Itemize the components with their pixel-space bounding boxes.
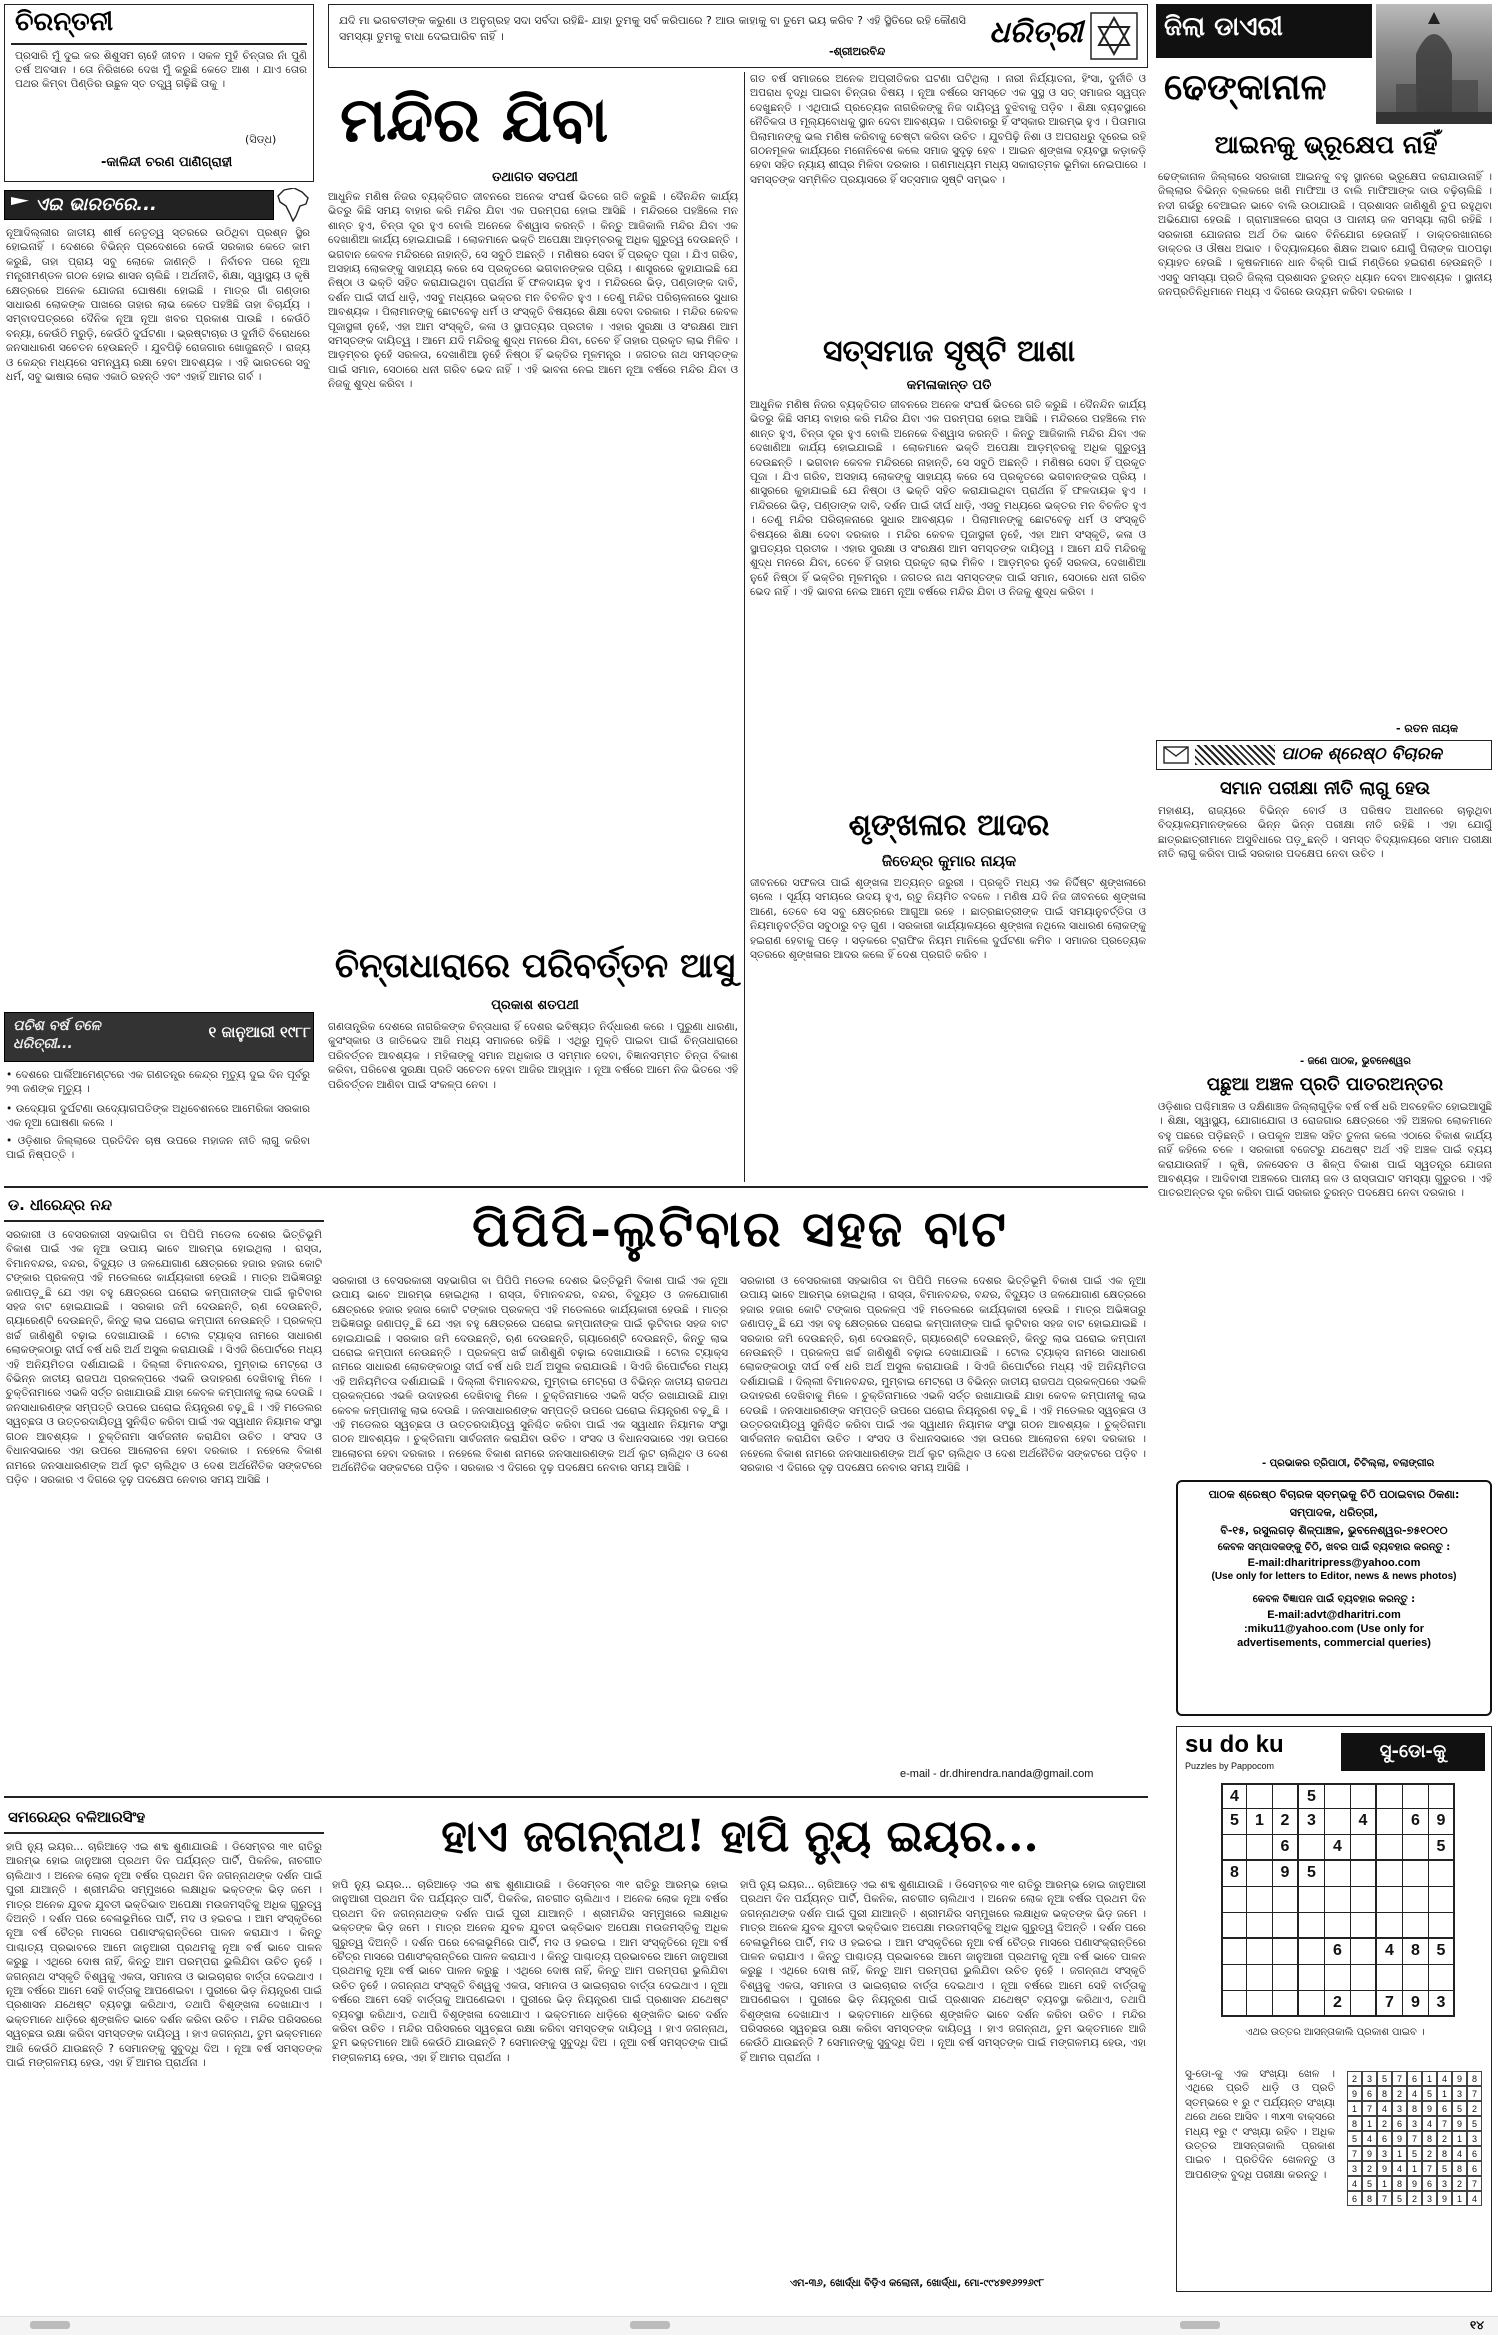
sudoku-cell[interactable] <box>1377 1913 1403 1939</box>
contact-email-1[interactable]: E-mail:dharitripress@yahoo.com <box>1247 1557 1421 1569</box>
sudoku-answer-cell: 6 <box>1407 2071 1422 2086</box>
sudoku-answer-cell: 9 <box>1347 2086 1362 2101</box>
zilla-diary-header <box>1156 4 1372 58</box>
pachisa-box <box>4 1012 314 1062</box>
sudoku-answer-cell: 1 <box>1407 2161 1422 2176</box>
dharitri-logo: ଧରିତ୍ରୀ <box>989 15 1083 50</box>
sudoku-cell[interactable] <box>1247 1991 1273 2017</box>
pachisa-item-3: ଓଡ଼ିଶାର ଜିଲ୍ଲାରେ ପ୍ରତିଦିନ ଚାଷ ଉପରେ ମହାଜନ ନୀତି ଲାଗୁ କରିବା ପାଇଁ ନିଷ୍ପତ୍ତି । <box>6 1135 310 1162</box>
samaja-body: ଆଧୁନିକ ମଣିଷ ନିଜର ବ୍ୟକ୍ତିଗତ ଜୀବନରେ ଅନେକ ସଂଘର୍ଷ ଭିତରେ ଗତି କରୁଛି । ଦୈନନ୍ଦିନ କାର୍ଯ୍ୟ ଭିତରୁ କିଛି ସମୟ ବାହାର କରି ମନ୍ଦିର ଯିବା ଏକ ପରମ୍ପରା ହୋଇ ଆସିଛି । ମନ୍ଦିରରେ ପହଞ୍ଚିଲେ ମନ ଶାନ୍ତ ହୁଏ, ଚିନ୍ତା ଦୂର ହୁଏ ବୋଲି ଅନେକେ ବିଶ୍ୱାସ କରନ୍ତି । କିନ୍ତୁ ଆଜିକାଲି ମନ୍ଦିର ଯିବା ଏକ ଦେଖାଣିଆ କାର୍ଯ୍ୟ ହୋଇଯାଇଛି । ଲୋକମାନେ ଭକ୍ତି ଅପେକ୍ଷା ଆଡ଼ମ୍ବରକୁ ଅଧିକ ଗୁରୁତ୍ୱ ଦେଉଛନ୍ତି । ଭଗବାନ କେବଳ ମନ୍ଦିରରେ ନାହାନ୍ତି, ସେ ସବୁଠି ଅଛନ୍ତି । ମଣିଷର ସେବା ହିଁ ପ୍ରକୃତ ପୂଜା । ଯିଏ ଗରିବ, ଅସହାୟ ଲୋକଙ୍କୁ ସାହାଯ୍ୟ କରେ ସେ ପ୍ରକୃତରେ ଭଗବାନଙ୍କର ପ୍ରିୟ । ଶାସ୍ତ୍ରରେ କୁହାଯାଇଛି ଯେ ନିଷ୍ଠା ଓ ଭକ୍ତି ସହିତ କରାଯାଇଥିବା ପ୍ରାର୍ଥନା ହିଁ ଫଳଦାୟକ ହୁଏ । ମନ୍ଦିରରେ ଭିଡ଼, ପଣ୍ଡାଙ୍କ ଦାବି, ଦର୍ଶନ ପାଇଁ ଦୀର୍ଘ ଧାଡ଼ି, ଏସବୁ ମଧ୍ୟରେ ଭକ୍ତର ମନ ବିଚଳିତ ହୁଏ । ତେଣୁ ମନ୍ଦିର ପରିଚାଳନାରେ ସୁଧାର ଆବଶ୍ୟକ । ପିଲାମାନଙ୍କୁ ଛୋଟବେଳୁ ଧର୍ମ ଓ ସଂସ୍କୃତି ବିଷୟରେ ଶିକ୍ଷା ଦେବା ଦରକାର । ମନ୍ଦିର କେବଳ ପୂଜାସ୍ଥଳୀ ନୁହେଁ, ଏହା ଆମ ସଂସ୍କୃତି, କଳା ଓ ସ୍ଥାପତ୍ୟର ପ୍ରତୀକ । ଏହାର ସୁରକ୍ଷା ଓ ସଂରକ୍ଷଣ ଆମ ସମସ୍ତଙ୍କ ଦାୟିତ୍ୱ । ଆମେ ଯଦି ମନ୍ଦିରକୁ ଶୁଦ୍ଧ ମନରେ ଯିବା, ତେବେ ହିଁ ତାହାର ପ୍ରକୃତ ଲାଭ ମିଳିବ । ଆଡ଼ମ୍ବର ନୁହେଁ ସରଳତା, ଦେଖାଣିଆ ନୁହେଁ ନିଷ୍ଠା ହିଁ ଭକ୍ତିର ମୂଳମନ୍ତ୍ର । ଜଗତର ନାଥ ସମସ୍ତଙ୍କ ପାଇଁ ସମାନ, ସେଠାରେ ଧନୀ ଗରିବ ଭେଦ ନାହିଁ । ଏହି ଭାବନା ନେଇ ଆମେ ନୂଆ ବର୍ଷରେ ମନ୍ଦିର ଯିବା ଓ ନିଜକୁ ଶୁଦ୍ଧ କରିବା । <box>750 399 1146 599</box>
sudoku-answer-cell: 4 <box>1452 2146 1467 2161</box>
sudoku-answer-cell: 4 <box>1392 2161 1407 2176</box>
sudoku-answer-cell: 6 <box>1362 2086 1377 2101</box>
ppp-headline: ପିପିପି-ଲୁଟିବାର ସହଜ ବାଟ <box>472 1199 1008 1258</box>
sudoku-answer-cell: 7 <box>1407 2131 1422 2146</box>
footer-bar <box>0 2316 1498 2335</box>
sudoku-cell[interactable] <box>1273 1913 1299 1939</box>
sudoku-cell[interactable] <box>1299 1835 1325 1861</box>
contact-email-3-note: advertisements, commercial queries) <box>1237 1637 1431 1649</box>
sudoku-cell[interactable] <box>1325 1783 1351 1809</box>
sudoku-answer-cell: 3 <box>1407 2116 1422 2131</box>
sudoku-answer-cell: 7 <box>1467 2086 1482 2101</box>
sudoku-cell[interactable] <box>1377 1965 1403 1991</box>
chirantani-box <box>4 4 314 182</box>
chirantani-title: ଚିରନ୍ତନୀ <box>15 7 114 37</box>
sudoku-cell[interactable]: 2 <box>1325 1991 1351 2017</box>
sudoku-cell[interactable] <box>1351 1913 1377 1939</box>
star-emblem-icon <box>1089 11 1139 61</box>
sudoku-answer-cell: 2 <box>1362 2161 1377 2176</box>
sudoku-answer-cell: 8 <box>1347 2116 1362 2131</box>
sudoku-answer-cell: 2 <box>1347 2071 1362 2086</box>
sudoku-cell[interactable]: 9 <box>1273 1861 1299 1887</box>
sudoku-answer-cell: 8 <box>1422 2131 1437 2146</box>
sudoku-cell[interactable]: 3 <box>1429 1991 1455 2017</box>
jagannath-headline: ହାଏ ଜଗନ୍ନାଥ! ହାପି ନ୍ୟୁ ଇୟର... <box>441 1811 1039 1862</box>
chirantani-underline <box>11 43 307 45</box>
chirantani-poem: ପ୍ରସାରି ମୁଁ ଦୁଇ କର ଶିଶୁସମ ଚାହେଁ ଜୀବନ । ସକଳ ମୁହଁ ଚିନ୍ତାର ନାଁ ପୁଣି ତର୍ଷ ଅବସାନ । ତୋ ନିରିଖରେ ଦେଖ ମୁଁ କରୁଛି କେତେ ଆଶ । ଯାଏ ତୋର ପଥର କିମ୍ବା ପିଣ୍ଡିର ଉଛୁଳ ସ୍ତ ତତ୍ତ୍ୱ ଗଢ଼ିଛି ତାକୁ । <box>15 50 307 90</box>
srunkhala-headline: ଶୃଙ୍ଖଳାର ଆଦର <box>848 808 1050 843</box>
sudoku-cell[interactable] <box>1351 1939 1377 1965</box>
sudoku-cell[interactable] <box>1377 1861 1403 1887</box>
india-map-icon <box>276 188 312 222</box>
contact-line5: କେବଳ ବିଜ୍ଞାପନ ପାଇଁ ବ୍ୟବହାର କରନ୍ତୁ : <box>1252 1594 1416 1605</box>
sudoku-cell[interactable]: 4 <box>1325 1835 1351 1861</box>
sudoku-cell[interactable] <box>1247 1783 1273 1809</box>
sudoku-answer-cell: 9 <box>1437 2191 1452 2206</box>
sudoku-answer-cell: 7 <box>1467 2176 1482 2191</box>
sudoku-answer-cell: 2 <box>1452 2176 1467 2191</box>
sudoku-cell[interactable]: 5 <box>1299 1861 1325 1887</box>
sudoku-answer-cell: 9 <box>1362 2146 1377 2161</box>
sudoku-answer-cell: 3 <box>1467 2131 1482 2146</box>
ppp-email[interactable]: e-mail - dr.dhirendra.nanda@gmail.com <box>900 1768 1094 1780</box>
sudoku-answer-cell: 4 <box>1407 2086 1422 2101</box>
district-headline: ଆଇନକୁ ଭ୍ରୂକ୍ଷେପ ନାହିଁ <box>1214 130 1438 159</box>
sudoku-cell[interactable] <box>1221 1835 1247 1861</box>
sudoku-answer-cell: 6 <box>1437 2101 1452 2116</box>
jagannath-body-col2: ହାପି ନ୍ୟୁ ଇୟର... ଚାରିଆଡ଼େ ଏଇ ଶବ୍ଦ ଶୁଣାଯାଉଛି । ଡିସେମ୍ବର ୩୧ ରାତିରୁ ଆରମ୍ଭ ହୋଇ ଜାନୁଆରୀ ପ୍ରଥମ ଦିନ ପର୍ଯ୍ୟନ୍ତ ପାର୍ଟି, ପିକନିକ, ନାଚଗୀତ ଚାଲିଥାଏ । ଅନେକ ଲୋକ ନୂଆ ବର୍ଷର ପ୍ରଥମ ଦିନ ଜଗନ୍ନାଥଙ୍କ ଦର୍ଶନ ପାଇଁ ପୁରୀ ଯାଆନ୍ତି । ଶ୍ରୀମନ୍ଦିର ସମ୍ମୁଖରେ ଲକ୍ଷାଧିକ ଭକ୍ତଙ୍କ ଭିଡ଼ ଜମେ । ମାତ୍ର ଅନେକ ଯୁବକ ଯୁବତୀ ଭକ୍ତିଭାବ ଅପେକ୍ଷା ମଉଜମସ୍ତିକୁ ଅଧିକ ଗୁରୁତ୍ୱ ଦିଅନ୍ତି । ଦର୍ଶନ ପରେ ବେଳାଭୂମିରେ ପାର୍ଟି, ମଦ ଓ ହଇଚଇ । ଆମ ସଂସ୍କୃତିରେ ନୂଆ ବର୍ଷ ଚୈତ୍ର ମାସରେ ପଣାସଂକ୍ରାନ୍ତିରେ ପାଳନ କରାଯାଏ । କିନ୍ତୁ ପାଶ୍ଚାତ୍ୟ ପ୍ରଭାବରେ ଆମେ ଜାନୁଆରୀ ପ୍ରଥମକୁ ନୂଆ ବର୍ଷ ଭାବେ ପାଳନ କରୁଛୁ । ଏଥିରେ ଦୋଷ ନାହିଁ, କିନ୍ତୁ ଆମ ପରମ୍ପରା ଭୁଲିଯିବା ଉଚିତ ନୁହେଁ । ଜଗନ୍ନାଥ ସଂସ୍କୃତି ବିଶ୍ୱକୁ ଏକତା, ସମାନତା ଓ ଭାଇଚାରାର ବାର୍ତ୍ତା ଦେଇଥାଏ । ନୂଆ ବର୍ଷରେ ଆମେ ସେହି ବାର୍ତ୍ତାକୁ ଆପଣେଇବା । ପୁରୀରେ ଭିଡ଼ ନିୟନ୍ତ୍ରଣ ପାଇଁ ପ୍ରଶାସନ ଯଥେଷ୍ଟ ବ୍ୟବସ୍ଥା କରିଥାଏ, ତଥାପି ବିଶୃଙ୍ଖଳା ଦେଖାଯାଏ । ଭକ୍ତମାନେ ଧାଡ଼ିରେ ଶୃଙ୍ଖଳିତ ଭାବେ ଦର୍ଶନ କରିବା ଉଚିତ । ମନ୍ଦିର ପରିସରରେ ସ୍ୱଚ୍ଛତା ରକ୍ଷା କରିବା ସମସ୍ତଙ୍କ ଦାୟିତ୍ୱ । ହାଏ ଜଗନ୍ନାଥ, ତୁମ ଭକ୍ତମାନେ ଆଜି କେଉଁଠି ଯାଉଛନ୍ତି ? ସେମାନଙ୍କୁ ସୁବୁଦ୍ଧି ଦିଅ । ନୂଆ ବର୍ଷ ସମସ୍ତଙ୍କ ପାଇଁ ମଙ୍ଗଳମୟ ହେଉ, ଏହା ହିଁ ଆମର ପ୍ରାର୍ଥନା । <box>332 1879 728 2064</box>
jagannath-address: ଏମ-୩୬, ଖୋର୍ଦ୍ଧା ବିଡ଼ିଏ କଲୋନୀ, ଖୋର୍ଦ୍ଧା, ମୋ-୯୯୪୭୧୬୨୨୬୯୮ <box>790 2278 1044 2289</box>
sudoku-cell[interactable]: 9 <box>1403 1991 1429 2017</box>
sudoku-cell[interactable]: 5 <box>1221 1809 1247 1835</box>
sudoku-brand-sub: Puzzles by Pappocom <box>1185 1761 1275 1771</box>
sudoku-answer-cell: 4 <box>1467 2191 1482 2206</box>
mandira-author: ତଥାଗତ ସତପଥୀ <box>492 170 578 185</box>
sudoku-instructions: ସୁ-ଡୋ-କୁ ଏକ ସଂଖ୍ୟା ଖେଳ । ଏଥିରେ ପ୍ରତି ଧାଡ଼ି ଓ ପ୍ରତି ସ୍ତମ୍ଭରେ ୧ ରୁ ୯ ପର୍ଯ୍ୟନ୍ତ ସଂଖ୍ୟା ଥରେ ଥରେ ଆସିବ । ୩x୩ ବାକ୍ସରେ ମଧ୍ୟ ୧ରୁ ୯ ସଂଖ୍ୟା ରହିବ । ଅଧିକ ଉତ୍ତର ଆସନ୍ତାକାଲି ପ୍ରକାଶ ପାଇବ । ପ୍ରତିଦିନ ଖେଳନ୍ତୁ ଓ ଆପଣଙ୍କ ବୁଦ୍ଧି ପରୀକ୍ଷା କରନ୍ତୁ । <box>1185 2068 1335 2181</box>
sudoku-cell[interactable] <box>1429 1861 1455 1887</box>
sudoku-answer-cell: 3 <box>1452 2086 1467 2101</box>
sudoku-answer-cell: 8 <box>1407 2101 1422 2116</box>
sudoku-cell[interactable] <box>1325 1809 1351 1835</box>
letter2-body: ଓଡ଼ିଶାର ପଶ୍ଚିମାଞ୍ଚଳ ଓ ଦକ୍ଷିଣାଞ୍ଚଳ ଜିଲ୍ଲାଗୁଡ଼ିକ ବର୍ଷ ବର୍ଷ ଧରି ଅବହେଳିତ ହୋଇଆସୁଛି । ଶିକ୍ଷା, ସ୍ୱାସ୍ଥ୍ୟ, ଯୋଗାଯୋଗ ଓ ରୋଜଗାର କ୍ଷେତ୍ରରେ ଏହି ଅଞ୍ଚଳର ଲୋକମାନେ ବହୁ ପଛରେ ପଡ଼ିଛନ୍ତି । ଉପକୂଳ ଅଞ୍ଚଳ ସହିତ ତୁଳନା କଲେ ଏଠାରେ ବିକାଶ କାର୍ଯ୍ୟ ନାହିଁ କହିଲେ ଚଳେ । ସରକାରୀ ବଜେଟରୁ ଯଥେଷ୍ଟ ଅର୍ଥ ଏହି ଅଞ୍ଚଳ ପାଇଁ ବ୍ୟୟ କରାଯାଉନାହିଁ । କୃଷି, ଜଳସେଚନ ଓ ଶିଳ୍ପ ବିକାଶ ପାଇଁ ସ୍ୱତନ୍ତ୍ର ଯୋଜନା ଆବଶ୍ୟକ । ଆଦିବାସୀ ଅଞ୍ଚଳରେ ପାନୀୟ ଜଳ ଓ ରାସ୍ତାଘାଟ ସମସ୍ୟା ଗୁରୁତର । ଏହି ପାତରଅନ୍ତର ଦୂର କରିବା ପାଇଁ ସରକାର ତୁରନ୍ତ ପଦକ୍ଷେପ ନେବା ଦରକାର । <box>1158 1101 1492 1200</box>
sudoku-answer-cell: 3 <box>1362 2071 1377 2086</box>
sudoku-answer-cell: 5 <box>1377 2071 1392 2086</box>
pachisa-item-2: ଉଦ୍ୟୋଗ ଦୁର୍ଘଟଣା ଉଦ୍ୟୋଗପତିଙ୍କ ଅଧିବେଶନରେ ଆମେରିକା ସରକାର ଏକ ନୂଆ ଘୋଷଣା କଲେ । <box>6 1103 310 1130</box>
ppp-author: ଡ. ଧୀରେନ୍ଦ୍ର ନନ୍ଦ <box>8 1196 112 1214</box>
sudoku-cell[interactable] <box>1429 1783 1455 1809</box>
sudoku-answer-cell: 2 <box>1377 2116 1392 2131</box>
sudoku-answer-cell: 1 <box>1452 2131 1467 2146</box>
pachisa-item-1: ଦେଶରେ ପାର୍ଲିଆମେଣ୍ଟରେ ଏକ ଗଣତନ୍ତ୍ର କେନ୍ଦ୍ର ମୃତ୍ୟୁ ଦୁଇ ଦିନ ପୂର୍ବରୁ ୨୩ ଜଣଙ୍କ ମୃତ୍ୟୁ । <box>6 1069 310 1096</box>
chinta-author: ପ୍ରକାଶ ଶତପଥୀ <box>491 998 579 1013</box>
sudoku-answer-cell: 3 <box>1347 2161 1362 2176</box>
sudoku-cell[interactable] <box>1403 1783 1429 1809</box>
sudoku-answer-cell: 5 <box>1392 2191 1407 2206</box>
sudoku-cell[interactable]: 5 <box>1429 1835 1455 1861</box>
page-number: ୧୪ <box>1470 2318 1484 2332</box>
pathaka-header-stripe <box>1195 745 1275 765</box>
sudoku-answer-cell: 5 <box>1347 2131 1362 2146</box>
sudoku-cell[interactable] <box>1325 1887 1351 1913</box>
sudoku-cell[interactable] <box>1247 1965 1273 1991</box>
sudoku-cell[interactable] <box>1247 1913 1273 1939</box>
sudoku-answer-cell: 5 <box>1407 2146 1422 2161</box>
sudoku-answer-cell: 7 <box>1437 2116 1452 2131</box>
samaja-author: କମଳାକାନ୍ତ ପତି <box>906 378 992 393</box>
sudoku-cell[interactable]: 5 <box>1429 1939 1455 1965</box>
sudoku-caption: ଏଥର ଉତ୍ତର ଆସନ୍ତାକାଲି ପ୍ରକାଶ ପାଇବ । <box>1245 2027 1425 2038</box>
sudoku-answer-cell: 9 <box>1452 2116 1467 2131</box>
sudoku-answer-cell: 4 <box>1437 2071 1452 2086</box>
mandira-headline: ମନ୍ଦିର ଯିବା <box>340 83 609 156</box>
sudoku-odia-brand: ସୁ-ଡୋ-କୁ <box>1341 1733 1485 1771</box>
samaja-lead-body: ଗତ ବର୍ଷ ସମାଜରେ ଅନେକ ଅପ୍ରୀତିକର ଘଟଣା ଘଟିଥିଲା । ନାରୀ ନିର୍ଯ୍ୟାତନା, ହିଂସା, ଦୁର୍ନୀତି ଓ ଅପରାଧ ବୃଦ୍ଧି ପାଇବା ଚିନ୍ତାର ବିଷୟ । ନୂଆ ବର୍ଷରେ ସମସ୍ତେ ଏକ ସୁସ୍ଥ ଓ ସତ୍ ସମାଜର ସ୍ୱପ୍ନ ଦେଖୁଛନ୍ତି । ଏଥିପାଇଁ ପ୍ରତ୍ୟେକ ନାଗରିକଙ୍କୁ ନିଜ ଦାୟିତ୍ୱ ବୁଝିବାକୁ ପଡ଼ିବ । ଶିକ୍ଷା ବ୍ୟବସ୍ଥାରେ ନୈତିକତା ଓ ମୂଲ୍ୟବୋଧକୁ ସ୍ଥାନ ଦେବା ଆବଶ୍ୟକ । ପରିବାରରୁ ହିଁ ସଂସ୍କାର ଆରମ୍ଭ ହୁଏ । ପିତାମାତା ପିଲାମାନଙ୍କୁ ଭଲ ମଣିଷ କରିବାକୁ ଚେଷ୍ଟା କରିବା ଉଚିତ । ଯୁବପିଢ଼ି ନିଶା ଓ ଅପରାଧରୁ ଦୂରେଇ ରହି ଗଠନମୂଳକ କାର୍ଯ୍ୟରେ ମନୋନିବେଶ କଲେ ସମାଜ ସୁଦୃଢ଼ ହେବ । ଆଇନ ଶୃଙ୍ଖଳା ବ୍ୟବସ୍ଥା କଡ଼ାକଡ଼ି ହେବା ସହିତ ନ୍ୟାୟ ଶୀଘ୍ର ମିଳିବା ଦରକାର । ଗଣମାଧ୍ୟମ ମଧ୍ୟ ସକାରାତ୍ମକ ଭୂମିକା ନେଇପାରେ । ସମସ୍ତଙ୍କ ସମ୍ମିଳିତ ପ୍ରୟାସରେ ହିଁ ସତ୍‌ସମାଜ ସୃଷ୍ଟି ସମ୍ଭବ । <box>750 73 1146 186</box>
sudoku-cell[interactable] <box>1273 1965 1299 1991</box>
sudoku-cell[interactable]: 4 <box>1377 1939 1403 1965</box>
sudoku-cell[interactable] <box>1273 1991 1299 2017</box>
contact-line4: କେବଳ ସମ୍ପାଦକଙ୍କୁ ଚିଠି, ଖବର ପାଇଁ ବ୍ୟବହାର କରନ୍ତୁ : <box>1217 1542 1451 1553</box>
sudoku-cell[interactable] <box>1429 1913 1455 1939</box>
sudoku-cell[interactable] <box>1221 1965 1247 1991</box>
sudoku-answer-cell: 2 <box>1467 2101 1482 2116</box>
sudoku-answer-cell: 6 <box>1467 2161 1482 2176</box>
flag-icon <box>11 197 29 215</box>
sudoku-answer-cell: 7 <box>1362 2101 1377 2116</box>
chinta-body: ଗଣତାନ୍ତ୍ରିକ ଦେଶରେ ନାଗରିକଙ୍କ ଚିନ୍ତାଧାରା ହିଁ ଦେଶର ଭବିଷ୍ୟତ ନିର୍ଦ୍ଧାରଣ କରେ । ପୁରୁଣା ଧାରଣା, କୁସଂସ୍କାର ଓ ଜାତିଭେଦ ଆଜି ମଧ୍ୟ ସମାଜରେ ରହିଛି । ଏଥିରୁ ମୁକ୍ତି ପାଇବା ପାଇଁ ଚିନ୍ତାଧାରାରେ ପରିବର୍ତ୍ତନ ଆବଶ୍ୟକ । ମହିଳାଙ୍କୁ ସମାନ ଅଧିକାର ଓ ସମ୍ମାନ ଦେବା, ବିଜ୍ଞାନସମ୍ମତ ଚିନ୍ତା ବିକାଶ କରିବା, ପରିବେଶ ସୁରକ୍ଷା ପ୍ରତି ସଚେତନ ହେବା ଆଜିର ଆହ୍ୱାନ । ନୂଆ ବର୍ଷରେ ଆମେ ନିଜ ଭିତରେ ଏହି ପରିବର୍ତ୍ତନ ଆଣିବା ପାଇଁ ସଂକଳ୍ପ ନେବା । <box>328 1021 738 1091</box>
zilla-diary-label: ଜିଲା ଡାଏରୀ <box>1164 12 1283 42</box>
sudoku-cell[interactable] <box>1403 1965 1429 1991</box>
sudoku-cell[interactable]: 9 <box>1429 1809 1455 1835</box>
sudoku-answer-cell: 8 <box>1392 2176 1407 2191</box>
sudoku-answer-cell: 5 <box>1437 2161 1452 2176</box>
footer-mark-mid <box>630 2321 670 2329</box>
sudoku-cell[interactable] <box>1247 1939 1273 1965</box>
sudoku-cell[interactable]: 4 <box>1221 1783 1247 1809</box>
letter1-title: ସମାନ ପରୀକ୍ଷା ନୀତି ଲାଗୁ ହେଉ <box>1220 778 1430 799</box>
sudoku-answer-cell: 5 <box>1362 2176 1377 2191</box>
contact-email-3[interactable]: :miku11@yahoo.com (Use only for <box>1243 1623 1425 1635</box>
sudoku-cell[interactable] <box>1247 1835 1273 1861</box>
pachisa-item: • ଓଡ଼ିଶାର ଜିଲ୍ଲାରେ ପ୍ରତିଦିନ ଚାଷ ଉପରେ ମହାଜନ ନୀତି ଲାଗୁ କରିବା ପାଇଁ ନିଷ୍ପତ୍ତି । <box>6 1135 310 1162</box>
sudoku-answer-cell: 9 <box>1407 2176 1422 2191</box>
sudoku-cell[interactable] <box>1299 1887 1325 1913</box>
sudoku-answer-cell: 3 <box>1377 2146 1392 2161</box>
pachisa-item: • ଦେଶରେ ପାର୍ଲିଆମେଣ୍ଟରେ ଏକ ଗଣତନ୍ତ୍ର କେନ୍ଦ୍ର ମୃତ୍ୟୁ ଦୁଇ ଦିନ ପୂର୍ବରୁ ୨୩ ଜଣଙ୍କ ମୃତ୍ୟୁ । <box>6 1069 310 1096</box>
chinta-headline: ଚିନ୍ତାଧାରାରେ ପରିବର୍ତ୍ତନ ଆସୁ <box>334 946 736 986</box>
sudoku-answer-cell: 8 <box>1452 2161 1467 2176</box>
sudoku-brand: su do ku <box>1185 1731 1284 1758</box>
sudoku-answer-cell: 7 <box>1392 2071 1407 2086</box>
sudoku-answer-cell: 6 <box>1347 2191 1362 2206</box>
sudoku-cell[interactable] <box>1247 1861 1273 1887</box>
sudoku-answer-cell: 3 <box>1392 2101 1407 2116</box>
sudoku-cell[interactable] <box>1351 1783 1377 1809</box>
ei-bharatare-label: ଏଇ ଭାରତରେ... <box>35 194 157 215</box>
section-divider-2 <box>4 1796 1148 1798</box>
sudoku-cell[interactable] <box>1221 1887 1247 1913</box>
ppp-body-col3: ସରକାରୀ ଓ ବେସରକାରୀ ସହଭାଗିତା ବା ପିପିପି ମଡେଲ ଦେଶର ଭିତ୍ତିଭୂମି ବିକାଶ ପାଇଁ ଏକ ନୂଆ ଉପାୟ ଭାବେ ଆରମ୍ଭ ହୋଇଥିଲା । ରାସ୍ତା, ବିମାନବନ୍ଦର, ବନ୍ଦର, ବିଦ୍ୟୁତ ଓ ଜଳଯୋଗାଣ କ୍ଷେତ୍ରରେ ହଜାର ହଜାର କୋଟି ଟଙ୍କାର ପ୍ରକଳ୍ପ ଏହି ମଡେଲରେ କାର୍ଯ୍ୟକାରୀ ହେଉଛି । ମାତ୍ର ଅଭିଜ୍ଞତାରୁ ଜଣାପଡ଼ୁଛି ଯେ ଏହା ବହୁ କ୍ଷେତ୍ରରେ ଘରୋଇ କମ୍ପାନୀଙ୍କ ପାଇଁ ଲୁଟିବାର ସହଜ ବାଟ ହୋଇଯାଇଛି । ସରକାର ଜମି ଦେଉଛନ୍ତି, ଋଣ ଦେଉଛନ୍ତି, ଗ୍ୟାରେଣ୍ଟି ଦେଉଛନ୍ତି, କିନ୍ତୁ ଲାଭ ଘରୋଇ କମ୍ପାନୀ ନେଉଛନ୍ତି । ପ୍ରକଳ୍ପ ଖର୍ଚ୍ଚ ଜାଣିଶୁଣି ବଢ଼ାଇ ଦେଖାଯାଉଛି । ଟୋଲ ଟ୍ୟାକ୍ସ ନାମରେ ସାଧାରଣ ଲୋକଙ୍କଠାରୁ ଦୀର୍ଘ ବର୍ଷ ଧରି ଅର୍ଥ ଅସୁଲ କରାଯାଉଛି । ସିଏଜି ରିପୋର୍ଟରେ ମଧ୍ୟ ଏହି ଅନିୟମିତତା ଦର୍ଶାଯାଇଛି । ଦିଲ୍ଲୀ ବିମାନବନ୍ଦର, ମୁମ୍ବାଇ ମେଟ୍ରୋ ଓ ବିଭିନ୍ନ ଜାତୀୟ ରାଜପଥ ପ୍ରକଳ୍ପରେ ଏଭଳି ଉଦାହରଣ ଦେଖିବାକୁ ମିଳେ । ଚୁକ୍ତିନାମାରେ ଏଭଳି ସର୍ତ୍ତ ରଖାଯାଉଛି ଯାହା କେବଳ କମ୍ପାନୀକୁ ଲାଭ ଦେଉଛି । ଜନସାଧାରଣଙ୍କ ସମ୍ପତ୍ତି ଉପରେ ଘରୋଇ ନିୟନ୍ତ୍ରଣ ବଢ଼ୁଛି । ଏହି ମଡେଲର ସ୍ୱଚ୍ଛତା ଓ ଉତ୍ତରଦାୟିତ୍ୱ ସୁନିଶ୍ଚିତ କରିବା ପାଇଁ ଏକ ସ୍ୱାଧୀନ ନିୟାମକ ସଂସ୍ଥା ଗଠନ ଆବଶ୍ୟକ । ଚୁକ୍ତିନାମା ସାର୍ବଜନୀନ କରାଯିବା ଉଚିତ । ସଂସଦ ଓ ବିଧାନସଭାରେ ଏହା ଉପରେ ଆଲୋଚନା ହେବା ଦରକାର । ନହେଲେ ବିକାଶ ନାମରେ ଜନସାଧାରଣଙ୍କ ଅର୍ଥ ଲୁଟ ଚାଲିଥିବ ଓ ଦେଶ ଅର୍ଥନୈତିକ ସଙ୍କଟରେ ପଡ଼ିବ । ସରକାର ଏ ଦିଗରେ ଦୃଢ଼ ପଦକ୍ଷେପ ନେବାର ସମୟ ଆସିଛି । <box>740 1275 1146 1475</box>
jagannath-body: ହାପି ନ୍ୟୁ ଇୟର... ଚାରିଆଡ଼େ ଏଇ ଶବ୍ଦ ଶୁଣାଯାଉଛି । ଡିସେମ୍ବର ୩୧ ରାତିରୁ ଆରମ୍ଭ ହୋଇ ଜାନୁଆରୀ ପ୍ରଥମ ଦିନ ପର୍ଯ୍ୟନ୍ତ ପାର୍ଟି, ପିକନିକ, ନାଚଗୀତ ଚାଲିଥାଏ । ଅନେକ ଲୋକ ନୂଆ ବର୍ଷର ପ୍ରଥମ ଦିନ ଜଗନ୍ନାଥଙ୍କ ଦର୍ଶନ ପାଇଁ ପୁରୀ ଯାଆନ୍ତି । ଶ୍ରୀମନ୍ଦିର ସମ୍ମୁଖରେ ଲକ୍ଷାଧିକ ଭକ୍ତଙ୍କ ଭିଡ଼ ଜମେ । ମାତ୍ର ଅନେକ ଯୁବକ ଯୁବତୀ ଭକ୍ତିଭାବ ଅପେକ୍ଷା ମଉଜମସ୍ତିକୁ ଅଧିକ ଗୁରୁତ୍ୱ ଦିଅନ୍ତି । ଦର୍ଶନ ପରେ ବେଳାଭୂମିରେ ପାର୍ଟି, ମଦ ଓ ହଇଚଇ । ଆମ ସଂସ୍କୃତିରେ ନୂଆ ବର୍ଷ ଚୈତ୍ର ମାସରେ ପଣାସଂକ୍ରାନ୍ତିରେ ପାଳନ କରାଯାଏ । କିନ୍ତୁ ପାଶ୍ଚାତ୍ୟ ପ୍ରଭାବରେ ଆମେ ଜାନୁଆରୀ ପ୍ରଥମକୁ ନୂଆ ବର୍ଷ ଭାବେ ପାଳନ କରୁଛୁ । ଏଥିରେ ଦୋଷ ନାହିଁ, କିନ୍ତୁ ଆମ ପରମ୍ପରା ଭୁଲିଯିବା ଉଚିତ ନୁହେଁ । ଜଗନ୍ନାଥ ସଂସ୍କୃତି ବିଶ୍ୱକୁ ଏକତା, ସମାନତା ଓ ଭାଇଚାରାର ବାର୍ତ୍ତା ଦେଇଥାଏ । ନୂଆ ବର୍ଷରେ ଆମେ ସେହି ବାର୍ତ୍ତାକୁ ଆପଣେଇବା । ପୁରୀରେ ଭିଡ଼ ନିୟନ୍ତ୍ରଣ ପାଇଁ ପ୍ରଶାସନ ଯଥେଷ୍ଟ ବ୍ୟବସ୍ଥା କରିଥାଏ, ତଥାପି ବିଶୃଙ୍ଖଳା ଦେଖାଯାଏ । ଭକ୍ତମାନେ ଧାଡ଼ିରେ ଶୃଙ୍ଖଳିତ ଭାବେ ଦର୍ଶନ କରିବା ଉଚିତ । ମନ୍ଦିର ପରିସରରେ ସ୍ୱଚ୍ଛତା ରକ୍ଷା କରିବା ସମସ୍ତଙ୍କ ଦାୟିତ୍ୱ । ହାଏ ଜଗନ୍ନାଥ, ତୁମ ଭକ୍ତମାନେ ଆଜି କେଉଁଠି ଯାଉଛନ୍ତି ? ସେମାନଙ୍କୁ ସୁବୁଦ୍ଧି ଦିଅ । ନୂଆ ବର୍ଷ ସମସ୍ତଙ୍କ ପାଇଁ ମଙ୍ଗଳମୟ ହେଉ, ଏହା ହିଁ ଆମର ପ୍ରାର୍ଥନା । <box>6 1841 322 2070</box>
sudoku-cell[interactable]: 3 <box>1299 1809 1325 1835</box>
sudoku-cell[interactable] <box>1221 1913 1247 1939</box>
sudoku-cell[interactable]: 6 <box>1273 1835 1299 1861</box>
srunkhala-author: ଜିତେନ୍ଦ୍ର କୁମାର ନାୟକ <box>881 852 1017 870</box>
sudoku-answer-cell: 2 <box>1422 2146 1437 2161</box>
sudoku-cell[interactable] <box>1247 1887 1273 1913</box>
letter1-sign: - ଜଣେ ପାଠକ, ଭୁବନେଶ୍ୱର <box>1300 1056 1411 1067</box>
sudoku-cell[interactable]: 6 <box>1403 1809 1429 1835</box>
contact-line3: ବି-୧୫, ରସୁଲଗଡ଼ ଶିଳ୍ପାଞ୍ଚଳ, ଭୁବନେଶ୍ୱର-୭୫୧୦୧୦ <box>1220 1524 1448 1537</box>
sudoku-cell[interactable] <box>1351 1861 1377 1887</box>
sudoku-answer-cell: 1 <box>1392 2146 1407 2161</box>
sudoku-answer-cell: 4 <box>1347 2176 1362 2191</box>
sudoku-answer-cell: 4 <box>1422 2116 1437 2131</box>
srunkhala-body: ଜୀବନରେ ସଫଳତା ପାଇଁ ଶୃଙ୍ଖଳା ଅତ୍ୟନ୍ତ ଜରୁରୀ । ପ୍ରକୃତି ମଧ୍ୟ ଏକ ନିର୍ଦ୍ଦିଷ୍ଟ ଶୃଙ୍ଖଳାରେ ଚାଲେ । ସୂର୍ଯ୍ୟ ସମୟରେ ଉଦୟ ହୁଏ, ଋତୁ ନିୟମିତ ବଦଳେ । ମଣିଷ ଯଦି ନିଜ ଜୀବନରେ ଶୃଙ୍ଖଳା ଆଣେ, ତେବେ ସେ ସବୁ କ୍ଷେତ୍ରରେ ଆଗୁଆ ରହେ । ଛାତ୍ରଛାତ୍ରୀଙ୍କ ପାଇଁ ସମୟାନୁବର୍ତ୍ତିତା ଓ ନିୟମାନୁବର୍ତ୍ତିତା ସବୁଠାରୁ ବଡ଼ ଗୁଣ । ସରକାରୀ କାର୍ଯ୍ୟାଳୟରେ ଶୃଙ୍ଖଳା ନଥିଲେ ସାଧାରଣ ଲୋକଙ୍କୁ ହଇରାଣ ହେବାକୁ ପଡ଼େ । ସଡ଼କରେ ଟ୍ରାଫିକ ନିୟମ ମାନିଲେ ଦୁର୍ଘଟଣା କମିବ । ସମାଜର ପ୍ରତ୍ୟେକ ସ୍ତରରେ ଶୃଙ୍ଖଳାର ଆଦର କଲେ ହିଁ ଦେଶ ପ୍ରଗତି କରିବ । <box>750 877 1146 962</box>
sudoku-cell[interactable] <box>1221 1939 1247 1965</box>
sudoku-answer-cell: 1 <box>1452 2191 1467 2206</box>
pathaka-header <box>1156 740 1492 770</box>
sudoku-answer-cell: 8 <box>1377 2086 1392 2101</box>
jagannath-author: ସମରେନ୍ଦ୍ର ବଳିଆରସିଂହ <box>8 1808 146 1826</box>
sudoku-answer-cell: 3 <box>1422 2191 1437 2206</box>
pachisa-date: ୧ ଜାନୁଆରୀ ୧୯୮୮ <box>208 1023 311 1041</box>
ei-bharatare-body: ନୂଆଦିଲ୍ଲୀର ଜାତୀୟ ଶୀର୍ଷ ନେତୃତ୍ୱ ସ୍ତରରେ ଉଠିଥିବା ପ୍ରଶ୍ନ ସ୍ଥିର ହୋଇନାହିଁ । ଦେଶରେ ବିଭିନ୍ନ ପ୍ରଦେଶରେ କେଉଁ ସରକାର କେତେ କାମ କରୁଛି, ତାହା ପ୍ରାୟ ସବୁ ଲୋକେ ଜାଣନ୍ତି । ନିର୍ବାଚନ ପରେ ନୂଆ ମନ୍ତ୍ରୀମଣ୍ଡଳ ଗଠନ ହୋଇ ଶାସନ ଚାଲିଛି । ଅର୍ଥନୀତି, ଶିକ୍ଷା, ସ୍ୱାସ୍ଥ୍ୟ ଓ କୃଷି କ୍ଷେତ୍ରରେ ଅନେକ ଯୋଜନା ଘୋଷଣା ହୋଇଛି । ମାତ୍ର ଗାଁ ଗଣ୍ଡାର ସାଧାରଣ ଲୋକଙ୍କ ପାଖରେ ତାହାର ଲାଭ କେତେ ପହଞ୍ଚିଛି ତାହା ବିଚାର୍ଯ୍ୟ । ସମ୍ବାଦପତ୍ରରେ ଦୈନିକ ନୂଆ ନୂଆ ଖବର ପ୍ରକାଶ ପାଉଛି । କେଉଁଠି ବନ୍ୟା, କେଉଁଠି ମରୁଡ଼ି, କେଉଁଠି ଦୁର୍ଘଟଣା । ଭ୍ରଷ୍ଟାଚାର ଓ ଦୁର୍ନୀତି ବିରୋଧରେ ଜନସାଧାରଣ ସଚେତନ ହେଉଛନ୍ତି । ଯୁବପିଢ଼ି ରୋଜଗାର ଖୋଜୁଛନ୍ତି । ରାଜ୍ୟ ଓ କେନ୍ଦ୍ର ମଧ୍ୟରେ ସମନ୍ୱୟ ରକ୍ଷା ହେବା ଆବଶ୍ୟକ । ଏହି ଭାରତରେ ସବୁ ଧର୍ମ, ସବୁ ଭାଷାର ଲୋକ ଏକାଠି ରହନ୍ତି ଏବଂ ଏହାହିଁ ଆମର ଗର୍ବ । <box>6 227 310 384</box>
sudoku-answer-cell: 2 <box>1392 2086 1407 2101</box>
column-divider <box>744 72 745 1182</box>
sudoku-answer-cell: 6 <box>1422 2176 1437 2191</box>
section-divider <box>4 1186 1148 1188</box>
contact-line2: ସମ୍ପାଦକ, ଧରିତ୍ରୀ, <box>1289 1506 1379 1519</box>
sudoku-cell[interactable]: 8 <box>1403 1939 1429 1965</box>
district-name: ଢେଙ୍କାନାଳ <box>1164 66 1327 108</box>
sudoku-answer-cell: 9 <box>1422 2101 1437 2116</box>
pathaka-label: ପାଠକ ଶ୍ରେଷ୍ଠ ବିଚାରକ <box>1281 744 1442 764</box>
sudoku-answer-cell: 5 <box>1422 2086 1437 2101</box>
sudoku-answer-cell: 7 <box>1422 2161 1437 2176</box>
sudoku-answer-cell: 1 <box>1377 2176 1392 2191</box>
sudoku-answer-cell: 5 <box>1467 2116 1482 2131</box>
sudoku-cell[interactable] <box>1299 1965 1325 1991</box>
sudoku-cell[interactable]: 6 <box>1325 1939 1351 1965</box>
sudoku-cell[interactable] <box>1429 1887 1455 1913</box>
sudoku-cell[interactable] <box>1403 1887 1429 1913</box>
sudoku-box <box>1176 1726 1492 2292</box>
pachisa-item: • ଉଦ୍ୟୋଗ ଦୁର୍ଘଟଣା ଉଦ୍ୟୋଗପତିଙ୍କ ଅଧିବେଶନରେ ଆମେରିକା ସରକାର ଏକ ନୂଆ ଘୋଷଣା କଲେ । <box>6 1103 310 1130</box>
letter2-title: ପଛୁଆ ଅଞ୍ଚଳ ପ୍ରତି ପାତରଅନ୍ତର <box>1206 1074 1444 1095</box>
sudoku-answer-cell: 6 <box>1392 2116 1407 2131</box>
contact-email-2[interactable]: E-mail:advt@dharitri.com <box>1267 1609 1401 1621</box>
sudoku-answer-cell: 6 <box>1377 2131 1392 2146</box>
sudoku-answer-cell: 1 <box>1362 2116 1377 2131</box>
chirantani-author: -କାଳିନ୍ଦୀ ଚରଣ ପାଣିଗ୍ରାହୀ <box>101 155 233 170</box>
letter2-sign: - ପ୍ରଭାକର ତ୍ରିପାଠୀ, ଚିଟିଲ୍ଲା, ବଲାଙ୍ଗୀର <box>1262 1458 1435 1469</box>
sudoku-answer-cell: 8 <box>1437 2146 1452 2161</box>
sudoku-cell[interactable] <box>1325 1965 1351 1991</box>
sudoku-cell[interactable]: 1 <box>1247 1809 1273 1835</box>
sudoku-cell[interactable] <box>1351 1835 1377 1861</box>
ppp-body-col2: ସରକାରୀ ଓ ବେସରକାରୀ ସହଭାଗିତା ବା ପିପିପି ମଡେଲ ଦେଶର ଭିତ୍ତିଭୂମି ବିକାଶ ପାଇଁ ଏକ ନୂଆ ଉପାୟ ଭାବେ ଆରମ୍ଭ ହୋଇଥିଲା । ରାସ୍ତା, ବିମାନବନ୍ଦର, ବନ୍ଦର, ବିଦ୍ୟୁତ ଓ ଜଳଯୋଗାଣ କ୍ଷେତ୍ରରେ ହଜାର ହଜାର କୋଟି ଟଙ୍କାର ପ୍ରକଳ୍ପ ଏହି ମଡେଲରେ କାର୍ଯ୍ୟକାରୀ ହେଉଛି । ମାତ୍ର ଅଭିଜ୍ଞତାରୁ ଜଣାପଡ଼ୁଛି ଯେ ଏହା ବହୁ କ୍ଷେତ୍ରରେ ଘରୋଇ କମ୍ପାନୀଙ୍କ ପାଇଁ ଲୁଟିବାର ସହଜ ବାଟ ହୋଇଯାଇଛି । ସରକାର ଜମି ଦେଉଛନ୍ତି, ଋଣ ଦେଉଛନ୍ତି, ଗ୍ୟାରେଣ୍ଟି ଦେଉଛନ୍ତି, କିନ୍ତୁ ଲାଭ ଘରୋଇ କମ୍ପାନୀ ନେଉଛନ୍ତି । ପ୍ରକଳ୍ପ ଖର୍ଚ୍ଚ ଜାଣିଶୁଣି ବଢ଼ାଇ ଦେଖାଯାଉଛି । ଟୋଲ ଟ୍ୟାକ୍ସ ନାମରେ ସାଧାରଣ ଲୋକଙ୍କଠାରୁ ଦୀର୍ଘ ବର୍ଷ ଧରି ଅର୍ଥ ଅସୁଲ କରାଯାଉଛି । ସିଏଜି ରିପୋର୍ଟରେ ମଧ୍ୟ ଏହି ଅନିୟମିତତା ଦର୍ଶାଯାଇଛି । ଦିଲ୍ଲୀ ବିମାନବନ୍ଦର, ମୁମ୍ବାଇ ମେଟ୍ରୋ ଓ ବିଭିନ୍ନ ଜାତୀୟ ରାଜପଥ ପ୍ରକଳ୍ପରେ ଏଭଳି ଉଦାହରଣ ଦେଖିବାକୁ ମିଳେ । ଚୁକ୍ତିନାମାରେ ଏଭଳି ସର୍ତ୍ତ ରଖାଯାଉଛି ଯାହା କେବଳ କମ୍ପାନୀକୁ ଲାଭ ଦେଉଛି । ଜନସାଧାରଣଙ୍କ ସମ୍ପତ୍ତି ଉପରେ ଘରୋଇ ନିୟନ୍ତ୍ରଣ ବଢ଼ୁଛି । ଏହି ମଡେଲର ସ୍ୱଚ୍ଛତା ଓ ଉତ୍ତରଦାୟିତ୍ୱ ସୁନିଶ୍ଚିତ କରିବା ପାଇଁ ଏକ ସ୍ୱାଧୀନ ନିୟାମକ ସଂସ୍ଥା ଗଠନ ଆବଶ୍ୟକ । ଚୁକ୍ତିନାମା ସାର୍ବଜନୀନ କରାଯିବା ଉଚିତ । ସଂସଦ ଓ ବିଧାନସଭାରେ ଏହା ଉପରେ ଆଲୋଚନା ହେବା ଦରକାର । ନହେଲେ ବିକାଶ ନାମରେ ଜନସାଧାରଣଙ୍କ ଅର୍ଥ ଲୁଟ ଚାଲିଥିବ ଓ ଦେଶ ଅର୍ଥନୈତିକ ସଙ୍କଟରେ ପଡ଼ିବ । ସରକାର ଏ ଦିଗରେ ଦୃଢ଼ ପଦକ୍ଷେପ ନେବାର ସମୟ ଆସିଛି । <box>332 1275 728 1475</box>
sudoku-cell[interactable] <box>1429 1965 1455 1991</box>
quote-banner <box>328 4 1148 68</box>
sudoku-cell[interactable] <box>1299 1913 1325 1939</box>
temple-photo <box>1376 4 1492 124</box>
sudoku-cell[interactable] <box>1403 1861 1429 1887</box>
sudoku-answer-cell: 5 <box>1452 2101 1467 2116</box>
sudoku-answer-cell: 9 <box>1452 2071 1467 2086</box>
footer-mark-left <box>30 2321 70 2329</box>
sudoku-answer-cell: 7 <box>1377 2191 1392 2206</box>
footer-mark-right <box>1180 2321 1220 2329</box>
sudoku-cell[interactable] <box>1377 1783 1403 1809</box>
sudoku-cell[interactable] <box>1325 1913 1351 1939</box>
district-signature: - ରତନ ନାୟକ <box>1396 722 1459 735</box>
chirantani-tag: (ସିଡ୍ଧ) <box>245 133 277 146</box>
sudoku-answer-cell: 2 <box>1407 2191 1422 2206</box>
sudoku-cell[interactable] <box>1377 1835 1403 1861</box>
sudoku-cell[interactable] <box>1221 1991 1247 2017</box>
contact-line1: ପାଠକ ଶ୍ରେଷ୍ଠ ବିଚାରକ ସ୍ତମ୍ଭକୁ ଚିଠି ପଠାଇବାର ଠିକଣା: <box>1208 1488 1460 1501</box>
jagannath-author-underline <box>4 1832 324 1834</box>
contact-box <box>1176 1480 1492 1716</box>
sudoku-answer-cell: 7 <box>1347 2146 1362 2161</box>
sudoku-answer-cell: 9 <box>1377 2161 1392 2176</box>
sudoku-cell[interactable] <box>1403 1913 1429 1939</box>
samaja-headline: ସତ୍‌ସମାଜ ସୃଷ୍ଟି ଆଶା <box>822 334 1076 369</box>
sudoku-answer-cell: 8 <box>1362 2191 1377 2206</box>
sudoku-cell[interactable]: 5 <box>1299 1783 1325 1809</box>
sudoku-answer-cell: 4 <box>1362 2131 1377 2146</box>
sudoku-cell[interactable] <box>1351 1991 1377 2017</box>
sudoku-cell[interactable] <box>1299 1939 1325 1965</box>
sudoku-cell[interactable] <box>1299 1991 1325 2017</box>
pachisa-label: ପଚିଶ ବର୍ଷ ତଳେ ଧରିତ୍ରୀ... <box>13 1018 101 1052</box>
contact-email-1-note: (Use only for letters to Editor, news & news photos) <box>1211 1571 1457 1582</box>
sudoku-cell[interactable] <box>1377 1887 1403 1913</box>
sudoku-cell[interactable] <box>1325 1861 1351 1887</box>
sudoku-cell[interactable] <box>1273 1939 1299 1965</box>
sudoku-answer-cell: 1 <box>1437 2086 1452 2101</box>
sudoku-cell[interactable] <box>1377 1809 1403 1835</box>
sudoku-answer-cell: 3 <box>1437 2176 1452 2191</box>
sudoku-answer-cell: 1 <box>1422 2071 1437 2086</box>
sudoku-cell[interactable]: 7 <box>1377 1991 1403 2017</box>
sudoku-cell[interactable]: 2 <box>1273 1809 1299 1835</box>
sudoku-answer-cell: 8 <box>1467 2071 1482 2086</box>
ppp-author-underline <box>4 1220 324 1222</box>
district-body: ଢେଙ୍କାନାଳ ଜିଲ୍ଲାରେ ସରକାରୀ ଆଇନକୁ ବହୁ ସ୍ଥାନରେ ଭ୍ରୂକ୍ଷେପ କରାଯାଉନାହିଁ । ଜିଲ୍ଲାର ବିଭିନ୍ନ ବ୍ଲକରେ ଖଣି ମାଫିଆ ଓ ବାଲି ମାଫିଆଙ୍କ ଦାଉ ବଢ଼ିଚାଲିଛି । ନଦୀ ଗର୍ଭରୁ ବେଆଇନ ଭାବେ ବାଲି ଉଠାଯାଉଛି । ପ୍ରଶାସନ ଜାଣିଶୁଣି ଚୁପ ରହୁଥିବା ଅଭିଯୋଗ ହେଉଛି । ଗ୍ରାମାଞ୍ଚଳରେ ରାସ୍ତା ଓ ପାନୀୟ ଜଳ ସମସ୍ୟା ଲାଗି ରହିଛି । ସରକାରୀ ଯୋଜନାର ଅର୍ଥ ଠିକ ଭାବେ ବିନିଯୋଗ ହେଉନାହିଁ । ଡାକ୍ତରଖାନାରେ ଡାକ୍ତର ଓ ଔଷଧ ଅଭାବ । ବିଦ୍ୟାଳୟରେ ଶିକ୍ଷକ ଅଭାବ ଯୋଗୁଁ ପିଲାଙ୍କ ପାଠପଢ଼ା ବ୍ୟାହତ ହେଉଛି । କୃଷକମାନେ ଧାନ ବିକ୍ରି ପାଇଁ ମଣ୍ଡିରେ ହଇରାଣ ହେଉଛନ୍ତି । ଏସବୁ ସମସ୍ୟା ପ୍ରତି ଜିଲ୍ଲା ପ୍ରଶାସନ ତୁରନ୍ତ ଧ୍ୟାନ ଦେବା ଆବଶ୍ୟକ । ସ୍ଥାନୀୟ ଜନପ୍ରତିନିଧିମାନେ ମଧ୍ୟ ଏ ଦିଗରେ ଉଦ୍ୟମ କରିବା ଦରକାର । <box>1158 171 1492 299</box>
sudoku-cell[interactable]: 8 <box>1221 1861 1247 1887</box>
sudoku-answer-cell: 9 <box>1392 2131 1407 2146</box>
quote-author: -ଶ୍ରୀଅରବିନ୍ଦ <box>829 45 886 58</box>
letter1-body: ମହାଶୟ, ରାଜ୍ୟରେ ବିଭିନ୍ନ ବୋର୍ଡ ଓ ପରିଷଦ ଅଧୀନରେ ଚାଲୁଥିବା ବିଦ୍ୟାଳୟମାନଙ୍କରେ ଭିନ୍ନ ଭିନ୍ନ ପରୀକ୍ଷା ନୀତି ରହିଛି । ଏହା ଯୋଗୁଁ ଛାତ୍ରଛାତ୍ରୀମାନେ ଅସୁବିଧାରେ ପଡ଼ୁଛନ୍ତି । ସମସ୍ତ ବିଦ୍ୟାଳୟରେ ସମାନ ପରୀକ୍ଷା ନୀତି ଲାଗୁ କରିବା ପାଇଁ ସରକାର ପଦକ୍ଷେପ ନେବା ଉଚିତ । <box>1158 805 1492 861</box>
quote-text: ଯଦି ମା ଭଗବତୀଙ୍କ କରୁଣା ଓ ଅନୁଗ୍ରହ ସଦା ସର୍ବଦା ରହିଛି- ଯାହା ତୁମକୁ ସର୍ବ କରିପାରେ ? ଆଉ କାହାକୁ ବା ତୁମେ ଭୟ କରିବ ? ଏହି ସ୍ଥିତିରେ ରହି କୌଣସି ସମସ୍ୟା ତୁମକୁ ବାଧା ଦେଇପାରିବ ନାହିଁ । <box>339 14 966 43</box>
ppp-body: ସରକାରୀ ଓ ବେସରକାରୀ ସହଭାଗିତା ବା ପିପିପି ମଡେଲ ଦେଶର ଭିତ୍ତିଭୂମି ବିକାଶ ପାଇଁ ଏକ ନୂଆ ଉପାୟ ଭାବେ ଆରମ୍ଭ ହୋଇଥିଲା । ରାସ୍ତା, ବିମାନବନ୍ଦର, ବନ୍ଦର, ବିଦ୍ୟୁତ ଓ ଜଳଯୋଗାଣ କ୍ଷେତ୍ରରେ ହଜାର ହଜାର କୋଟି ଟଙ୍କାର ପ୍ରକଳ୍ପ ଏହି ମଡେଲରେ କାର୍ଯ୍ୟକାରୀ ହେଉଛି । ମାତ୍ର ଅଭିଜ୍ଞତାରୁ ଜଣାପଡ଼ୁଛି ଯେ ଏହା ବହୁ କ୍ଷେତ୍ରରେ ଘରୋଇ କମ୍ପାନୀଙ୍କ ପାଇଁ ଲୁଟିବାର ସହଜ ବାଟ ହୋଇଯାଇଛି । ସରକାର ଜମି ଦେଉଛନ୍ତି, ଋଣ ଦେଉଛନ୍ତି, ଗ୍ୟାରେଣ୍ଟି ଦେଉଛନ୍ତି, କିନ୍ତୁ ଲାଭ ଘରୋଇ କମ୍ପାନୀ ନେଉଛନ୍ତି । ପ୍ରକଳ୍ପ ଖର୍ଚ୍ଚ ଜାଣିଶୁଣି ବଢ଼ାଇ ଦେଖାଯାଉଛି । ଟୋଲ ଟ୍ୟାକ୍ସ ନାମରେ ସାଧାରଣ ଲୋକଙ୍କଠାରୁ ଦୀର୍ଘ ବର୍ଷ ଧରି ଅର୍ଥ ଅସୁଲ କରାଯାଉଛି । ସିଏଜି ରିପୋର୍ଟରେ ମଧ୍ୟ ଏହି ଅନିୟମିତତା ଦର୍ଶାଯାଇଛି । ଦିଲ୍ଲୀ ବିମାନବନ୍ଦର, ମୁମ୍ବାଇ ମେଟ୍ରୋ ଓ ବିଭିନ୍ନ ଜାତୀୟ ରାଜପଥ ପ୍ରକଳ୍ପରେ ଏଭଳି ଉଦାହରଣ ଦେଖିବାକୁ ମିଳେ । ଚୁକ୍ତିନାମାରେ ଏଭଳି ସର୍ତ୍ତ ରଖାଯାଉଛି ଯାହା କେବଳ କମ୍ପାନୀକୁ ଲାଭ ଦେଉଛି । ଜନସାଧାରଣଙ୍କ ସମ୍ପତ୍ତି ଉପରେ ଘରୋଇ ନିୟନ୍ତ୍ରଣ ବଢ଼ୁଛି । ଏହି ମଡେଲର ସ୍ୱଚ୍ଛତା ଓ ଉତ୍ତରଦାୟିତ୍ୱ ସୁନିଶ୍ଚିତ କରିବା ପାଇଁ ଏକ ସ୍ୱାଧୀନ ନିୟାମକ ସଂସ୍ଥା ଗଠନ ଆବଶ୍ୟକ । ଚୁକ୍ତିନାମା ସାର୍ବଜନୀନ କରାଯିବା ଉଚିତ । ସଂସଦ ଓ ବିଧାନସଭାରେ ଏହା ଉପରେ ଆଲୋଚନା ହେବା ଦରକାର । ନହେଲେ ବିକାଶ ନାମରେ ଜନସାଧାରଣଙ୍କ ଅର୍ଥ ଲୁଟ ଚାଲିଥିବ ଓ ଦେଶ ଅର୍ଥନୈତିକ ସଙ୍କଟରେ ପଡ଼ିବ । ସରକାର ଏ ଦିଗରେ ଦୃଢ଼ ପଦକ୍ଷେପ ନେବାର ସମୟ ଆସିଛି । <box>6 1229 322 1486</box>
sudoku-answer-cell: 6 <box>1467 2146 1482 2161</box>
mandira-body: ଆଧୁନିକ ମଣିଷ ନିଜର ବ୍ୟକ୍ତିଗତ ଜୀବନରେ ଅନେକ ସଂଘର୍ଷ ଭିତରେ ଗତି କରୁଛି । ଦୈନନ୍ଦିନ କାର୍ଯ୍ୟ ଭିତରୁ କିଛି ସମୟ ବାହାର କରି ମନ୍ଦିର ଯିବା ଏକ ପରମ୍ପରା ହୋଇ ଆସିଛି । ମନ୍ଦିରରେ ପହଞ୍ଚିଲେ ମନ ଶାନ୍ତ ହୁଏ, ଚିନ୍ତା ଦୂର ହୁଏ ବୋଲି ଅନେକେ ବିଶ୍ୱାସ କରନ୍ତି । କିନ୍ତୁ ଆଜିକାଲି ମନ୍ଦିର ଯିବା ଏକ ଦେଖାଣିଆ କାର୍ଯ୍ୟ ହୋଇଯାଇଛି । ଲୋକମାନେ ଭକ୍ତି ଅପେକ୍ଷା ଆଡ଼ମ୍ବରକୁ ଅଧିକ ଗୁରୁତ୍ୱ ଦେଉଛନ୍ତି । ଭଗବାନ କେବଳ ମନ୍ଦିରରେ ନାହାନ୍ତି, ସେ ସବୁଠି ଅଛନ୍ତି । ମଣିଷର ସେବା ହିଁ ପ୍ରକୃତ ପୂଜା । ଯିଏ ଗରିବ, ଅସହାୟ ଲୋକଙ୍କୁ ସାହାଯ୍ୟ କରେ ସେ ପ୍ରକୃତରେ ଭଗବାନଙ୍କର ପ୍ରିୟ । ଶାସ୍ତ୍ରରେ କୁହାଯାଇଛି ଯେ ନିଷ୍ଠା ଓ ଭକ୍ତି ସହିତ କରାଯାଇଥିବା ପ୍ରାର୍ଥନା ହିଁ ଫଳଦାୟକ ହୁଏ । ମନ୍ଦିରରେ ଭିଡ଼, ପଣ୍ଡାଙ୍କ ଦାବି, ଦର୍ଶନ ପାଇଁ ଦୀର୍ଘ ଧାଡ଼ି, ଏସବୁ ମଧ୍ୟରେ ଭକ୍ତର ମନ ବିଚଳିତ ହୁଏ । ତେଣୁ ମନ୍ଦିର ପରିଚାଳନାରେ ସୁଧାର ଆବଶ୍ୟକ । ପିଲାମାନଙ୍କୁ ଛୋଟବେଳୁ ଧର୍ମ ଓ ସଂସ୍କୃତି ବିଷୟରେ ଶିକ୍ଷା ଦେବା ଦରକାର । ମନ୍ଦିର କେବଳ ପୂଜାସ୍ଥଳୀ ନୁହେଁ, ଏହା ଆମ ସଂସ୍କୃତି, କଳା ଓ ସ୍ଥାପତ୍ୟର ପ୍ରତୀକ । ଏହାର ସୁରକ୍ଷା ଓ ସଂରକ୍ଷଣ ଆମ ସମସ୍ତଙ୍କ ଦାୟିତ୍ୱ । ଆମେ ଯଦି ମନ୍ଦିରକୁ ଶୁଦ୍ଧ ମନରେ ଯିବା, ତେବେ ହିଁ ତାହାର ପ୍ରକୃତ ଲାଭ ମିଳିବ । ଆଡ଼ମ୍ବର ନୁହେଁ ସରଳତା, ଦେଖାଣିଆ ନୁହେଁ ନିଷ୍ଠା ହିଁ ଭକ୍ତିର ମୂଳମନ୍ତ୍ର । ଜଗତର ନାଥ ସମସ୍ତଙ୍କ ପାଇଁ ସମାନ, ସେଠାରେ ଧନୀ ଗରିବ ଭେଦ ନାହିଁ । ଏହି ଭାବନା ନେଇ ଆମେ ନୂଆ ବର୍ଷରେ ମନ୍ଦିର ଯିବା ଓ ନିଜକୁ ଶୁଦ୍ଧ କରିବା । <box>328 191 738 391</box>
envelope-icon <box>1163 746 1189 764</box>
sudoku-cell[interactable] <box>1351 1965 1377 1991</box>
sudoku-cell[interactable]: 4 <box>1351 1809 1377 1835</box>
sudoku-answer-cell: 1 <box>1347 2101 1362 2116</box>
ei-bharatare-header <box>4 190 274 220</box>
jagannath-body-col3: ହାପି ନ୍ୟୁ ଇୟର... ଚାରିଆଡ଼େ ଏଇ ଶବ୍ଦ ଶୁଣାଯାଉଛି । ଡିସେମ୍ବର ୩୧ ରାତିରୁ ଆରମ୍ଭ ହୋଇ ଜାନୁଆରୀ ପ୍ରଥମ ଦିନ ପର୍ଯ୍ୟନ୍ତ ପାର୍ଟି, ପିକନିକ, ନାଚଗୀତ ଚାଲିଥାଏ । ଅନେକ ଲୋକ ନୂଆ ବର୍ଷର ପ୍ରଥମ ଦିନ ଜଗନ୍ନାଥଙ୍କ ଦର୍ଶନ ପାଇଁ ପୁରୀ ଯାଆନ୍ତି । ଶ୍ରୀମନ୍ଦିର ସମ୍ମୁଖରେ ଲକ୍ଷାଧିକ ଭକ୍ତଙ୍କ ଭିଡ଼ ଜମେ । ମାତ୍ର ଅନେକ ଯୁବକ ଯୁବତୀ ଭକ୍ତିଭାବ ଅପେକ୍ଷା ମଉଜମସ୍ତିକୁ ଅଧିକ ଗୁରୁତ୍ୱ ଦିଅନ୍ତି । ଦର୍ଶନ ପରେ ବେଳାଭୂମିରେ ପାର୍ଟି, ମଦ ଓ ହଇଚଇ । ଆମ ସଂସ୍କୃତିରେ ନୂଆ ବର୍ଷ ଚୈତ୍ର ମାସରେ ପଣାସଂକ୍ରାନ୍ତିରେ ପାଳନ କରାଯାଏ । କିନ୍ତୁ ପାଶ୍ଚାତ୍ୟ ପ୍ରଭାବରେ ଆମେ ଜାନୁଆରୀ ପ୍ରଥମକୁ ନୂଆ ବର୍ଷ ଭାବେ ପାଳନ କରୁଛୁ । ଏଥିରେ ଦୋଷ ନାହିଁ, କିନ୍ତୁ ଆମ ପରମ୍ପରା ଭୁଲିଯିବା ଉଚିତ ନୁହେଁ । ଜଗନ୍ନାଥ ସଂସ୍କୃତି ବିଶ୍ୱକୁ ଏକତା, ସମାନତା ଓ ଭାଇଚାରାର ବାର୍ତ୍ତା ଦେଇଥାଏ । ନୂଆ ବର୍ଷରେ ଆମେ ସେହି ବାର୍ତ୍ତାକୁ ଆପଣେଇବା । ପୁରୀରେ ଭିଡ଼ ନିୟନ୍ତ୍ରଣ ପାଇଁ ପ୍ରଶାସନ ଯଥେଷ୍ଟ ବ୍ୟବସ୍ଥା କରିଥାଏ, ତଥାପି ବିଶୃଙ୍ଖଳା ଦେଖାଯାଏ । ଭକ୍ତମାନେ ଧାଡ଼ିରେ ଶୃଙ୍ଖଳିତ ଭାବେ ଦର୍ଶନ କରିବା ଉଚିତ । ମନ୍ଦିର ପରିସରରେ ସ୍ୱଚ୍ଛତା ରକ୍ଷା କରିବା ସମସ୍ତଙ୍କ ଦାୟିତ୍ୱ । ହାଏ ଜଗନ୍ନାଥ, ତୁମ ଭକ୍ତମାନେ ଆଜି କେଉଁଠି ଯାଉଛନ୍ତି ? ସେମାନଙ୍କୁ ସୁବୁଦ୍ଧି ଦିଅ । ନୂଆ ବର୍ଷ ସମସ୍ତଙ୍କ ପାଇଁ ମଙ୍ଗଳମୟ ହେଉ, ଏହା ହିଁ ଆମର ପ୍ରାର୍ଥନା । <box>740 1879 1146 2064</box>
sudoku-cell[interactable] <box>1273 1783 1299 1809</box>
sudoku-cell[interactable] <box>1403 1835 1429 1861</box>
sudoku-cell[interactable] <box>1273 1887 1299 1913</box>
sudoku-grid <box>1221 1783 1455 2017</box>
sudoku-cell[interactable] <box>1351 1887 1377 1913</box>
sudoku-answer-cell: 4 <box>1377 2101 1392 2116</box>
sudoku-answer-cell: 2 <box>1437 2131 1452 2146</box>
